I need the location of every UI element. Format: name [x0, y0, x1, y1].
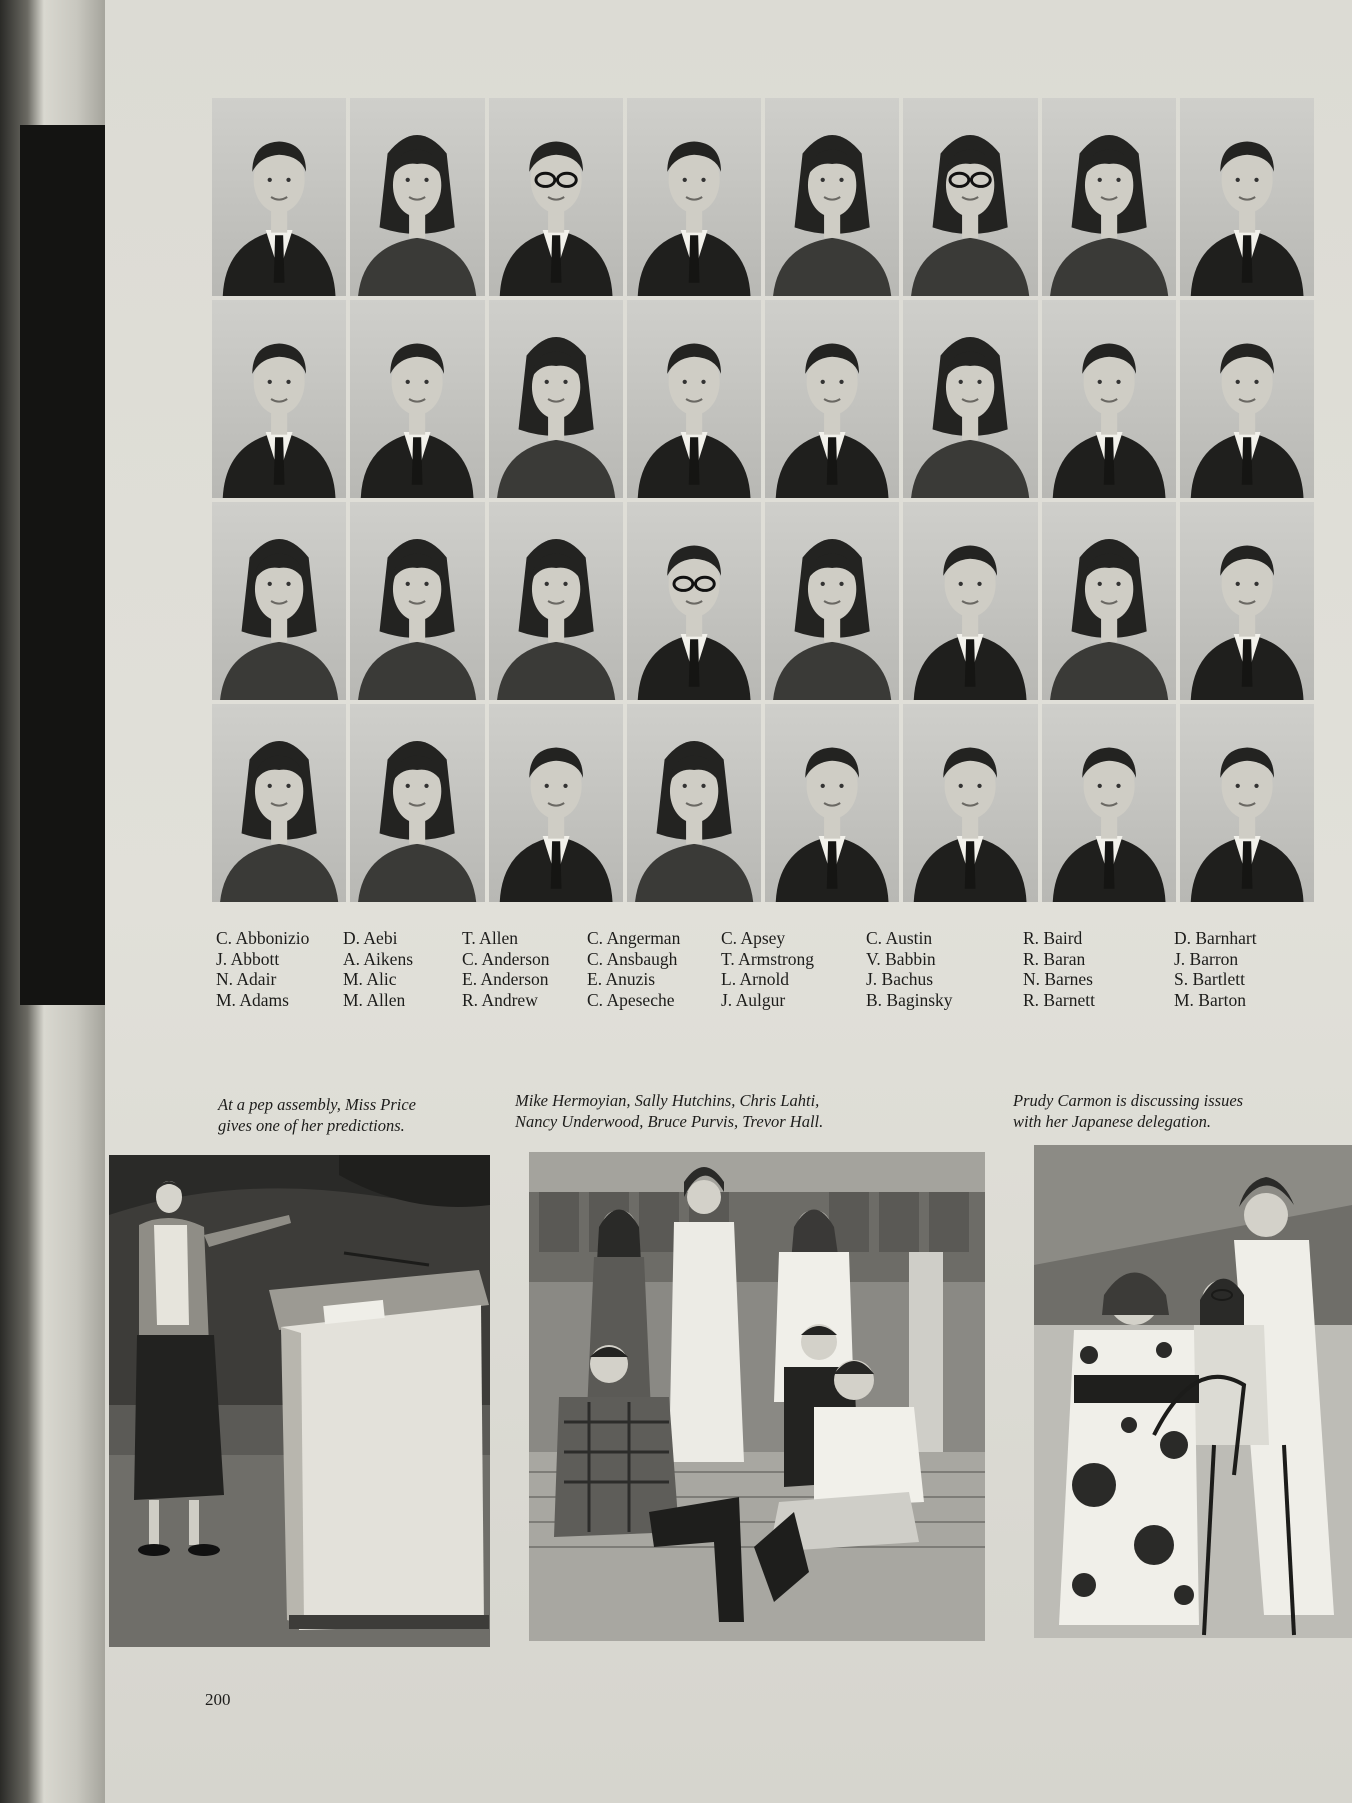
student-name: R. Baran — [1023, 948, 1086, 969]
student-name: J. Barron — [1174, 948, 1239, 969]
portrait-girl — [1042, 98, 1176, 296]
portrait-boy — [627, 300, 761, 498]
portrait-girl — [765, 502, 899, 700]
portrait-boy — [489, 704, 623, 902]
portrait-grid — [212, 98, 1314, 902]
student-name: T. Allen — [462, 928, 519, 948]
student-name: C. Austin — [866, 928, 933, 948]
student-name: J. Abbott — [216, 948, 280, 969]
student-name: L. Arnold — [721, 969, 790, 989]
student-name: J. Aulgur — [721, 989, 786, 1010]
portrait-boy — [1042, 704, 1176, 902]
caption-right — [1013, 1090, 1243, 1132]
portrait-girl — [212, 704, 346, 902]
delegation-photo — [1034, 1145, 1352, 1638]
student-name: D. Barnhart — [1174, 928, 1257, 948]
student-name: C. Anderson — [462, 948, 550, 969]
caption-line: Mike Hermoyian, Sally Hutchins, Chris Lahti, — [515, 1091, 820, 1110]
portrait-girl — [489, 502, 623, 700]
caption-line: Prudy Carmon is discussing issues — [1013, 1091, 1244, 1110]
name-column — [587, 928, 721, 1010]
name-column — [1023, 928, 1174, 1010]
name-column — [216, 928, 343, 1010]
portrait-girl — [765, 98, 899, 296]
portrait-boy — [903, 704, 1037, 902]
facing-page-dark-band — [20, 125, 105, 1005]
student-name: C. Apeseche — [587, 989, 675, 1010]
yearbook-page — [105, 0, 1352, 1803]
caption-line: gives one of her predictions. — [218, 1116, 405, 1135]
student-name: M. Adams — [216, 989, 289, 1010]
portrait-boy — [212, 98, 346, 296]
pep-assembly-photo — [109, 1155, 490, 1647]
portrait-boy — [627, 98, 761, 296]
student-name: M. Allen — [343, 989, 406, 1010]
portrait-boy — [765, 300, 899, 498]
name-column — [1174, 928, 1324, 1010]
student-name: D. Aebi — [343, 928, 398, 948]
group-on-steps-photo — [529, 1152, 985, 1641]
student-name: M. Alic — [343, 969, 397, 989]
page-number: 200 — [205, 1690, 231, 1709]
portrait-boy — [627, 502, 761, 700]
student-name: E. Anuzis — [587, 969, 656, 989]
caption-left — [218, 1094, 416, 1136]
student-name: V. Babbin — [866, 948, 936, 969]
student-name: R. Andrew — [462, 989, 538, 1010]
portrait-boy — [765, 704, 899, 902]
student-name: N. Barnes — [1023, 969, 1093, 989]
portrait-boy — [1180, 300, 1314, 498]
portrait-boy — [212, 300, 346, 498]
student-name: C. Abbonizio — [216, 928, 310, 948]
student-name: B. Baginsky — [866, 989, 953, 1010]
student-name: R. Baird — [1023, 928, 1083, 948]
portrait-girl — [212, 502, 346, 700]
portrait-boy — [489, 98, 623, 296]
portrait-girl — [627, 704, 761, 902]
portrait-boy — [350, 300, 484, 498]
portrait-boy — [1180, 704, 1314, 902]
name-column — [462, 928, 587, 1010]
name-column — [866, 928, 1023, 1010]
student-name: T. Armstrong — [721, 948, 815, 969]
student-name: R. Barnett — [1023, 989, 1095, 1010]
portrait-boy — [903, 502, 1037, 700]
student-name: C. Angerman — [587, 928, 681, 948]
portrait-boy — [1180, 502, 1314, 700]
caption-line: At a pep assembly, Miss Price — [218, 1095, 416, 1114]
student-name: J. Bachus — [866, 969, 934, 989]
portrait-boy — [1180, 98, 1314, 296]
name-list — [216, 928, 1326, 1010]
caption-middle — [515, 1090, 823, 1132]
portrait-girl — [903, 300, 1037, 498]
caption-line: with her Japanese delegation. — [1013, 1112, 1211, 1131]
portrait-girl — [350, 502, 484, 700]
portrait-girl — [903, 98, 1037, 296]
student-name: N. Adair — [216, 969, 277, 989]
student-name: M. Barton — [1174, 989, 1246, 1010]
portrait-girl — [489, 300, 623, 498]
caption-line: Nancy Underwood, Bruce Purvis, Trevor Hall. — [515, 1112, 824, 1131]
student-name: E. Anderson — [462, 969, 549, 989]
portrait-girl — [1042, 502, 1176, 700]
student-name: C. Apsey — [721, 928, 786, 948]
name-column — [343, 928, 462, 1010]
portrait-girl — [350, 98, 484, 296]
student-name: S. Bartlett — [1174, 969, 1245, 989]
name-column — [721, 928, 866, 1010]
portrait-girl — [350, 704, 484, 902]
portrait-boy — [1042, 300, 1176, 498]
student-name: C. Ansbaugh — [587, 948, 678, 969]
student-name: A. Aikens — [343, 948, 413, 969]
